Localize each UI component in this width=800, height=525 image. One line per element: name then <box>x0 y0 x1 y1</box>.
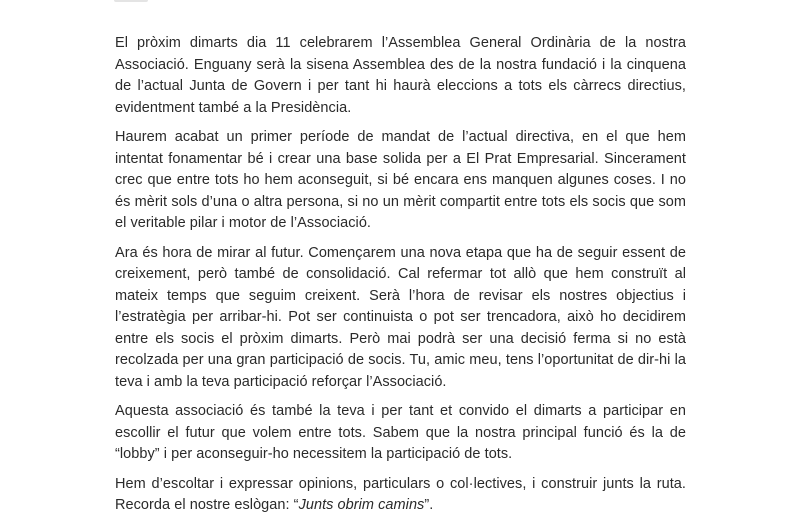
paragraph-mandate-review: Haurem acabat un primer període de mandat de l’actual directiva, en el que hem intentat fonamentar bé i crear una base solida per a El Prat Empresarial. Sincerament crec que entre tots ho hem aconseguit, si bé encara ens manquen algunes coses. I no és mèrit sols d’una o altra persona, si no un mèrit compartit entre tots els socis que som el veritable pilar i motor de l’Associació. <box>115 129 686 231</box>
closing-text: Hem d’escoltar i expressar opinions, particulars o col·lectives, i construir junts la ruta. Recorda el nostre eslògan: “ <box>115 475 686 513</box>
letter-body <box>115 33 686 525</box>
cropped-heading-fragment <box>114 0 148 2</box>
slogan: Junts obrim camins <box>298 497 425 513</box>
paragraph-closing <box>115 474 686 517</box>
closing-text-end: ”. <box>424 497 434 513</box>
paragraph-assembly-announcement: El pròxim dimarts dia 11 celebrarem l’Assemblea General Ordinària de la nostra Associació. Enguany serà la sisena Assemblea des de la nostra fundació i la cinquena de l’actual Junta de Govern i per tant hi haurà eleccions a tots els càrrecs directius, evidentment també a la Presidència. <box>115 35 686 116</box>
paragraph-invitation: Aquesta associació és també la teva i per tant et convido el dimarts a participar en escollir el futur que volem entre tots. Sabem que la nostra principal funció és la de “lobby” i per aconseguir-ho necessitem la participació de tots. <box>115 403 686 462</box>
paragraph-future-plans: Ara és hora de mirar al futur. Començarem una nova etapa que ha de seguir essent de creixement, però també de consolidació. Cal refermar tot allò que hem construït al mateix temps que seguim creixent. Serà l’hora de revisar els nostres objectius i l’estratègia per arribar-hi. Pot ser continuista o pot ser trencadora, això ho decidirem entre els socis el pròxim dimarts. Però mai podrà ser una decisió ferma si no està recolzada per una gran participació de socis. Tu, amic meu, tens l’oportunitat de dir-hi la teva i amb la teva participació reforçar l’Associació. <box>115 244 686 390</box>
